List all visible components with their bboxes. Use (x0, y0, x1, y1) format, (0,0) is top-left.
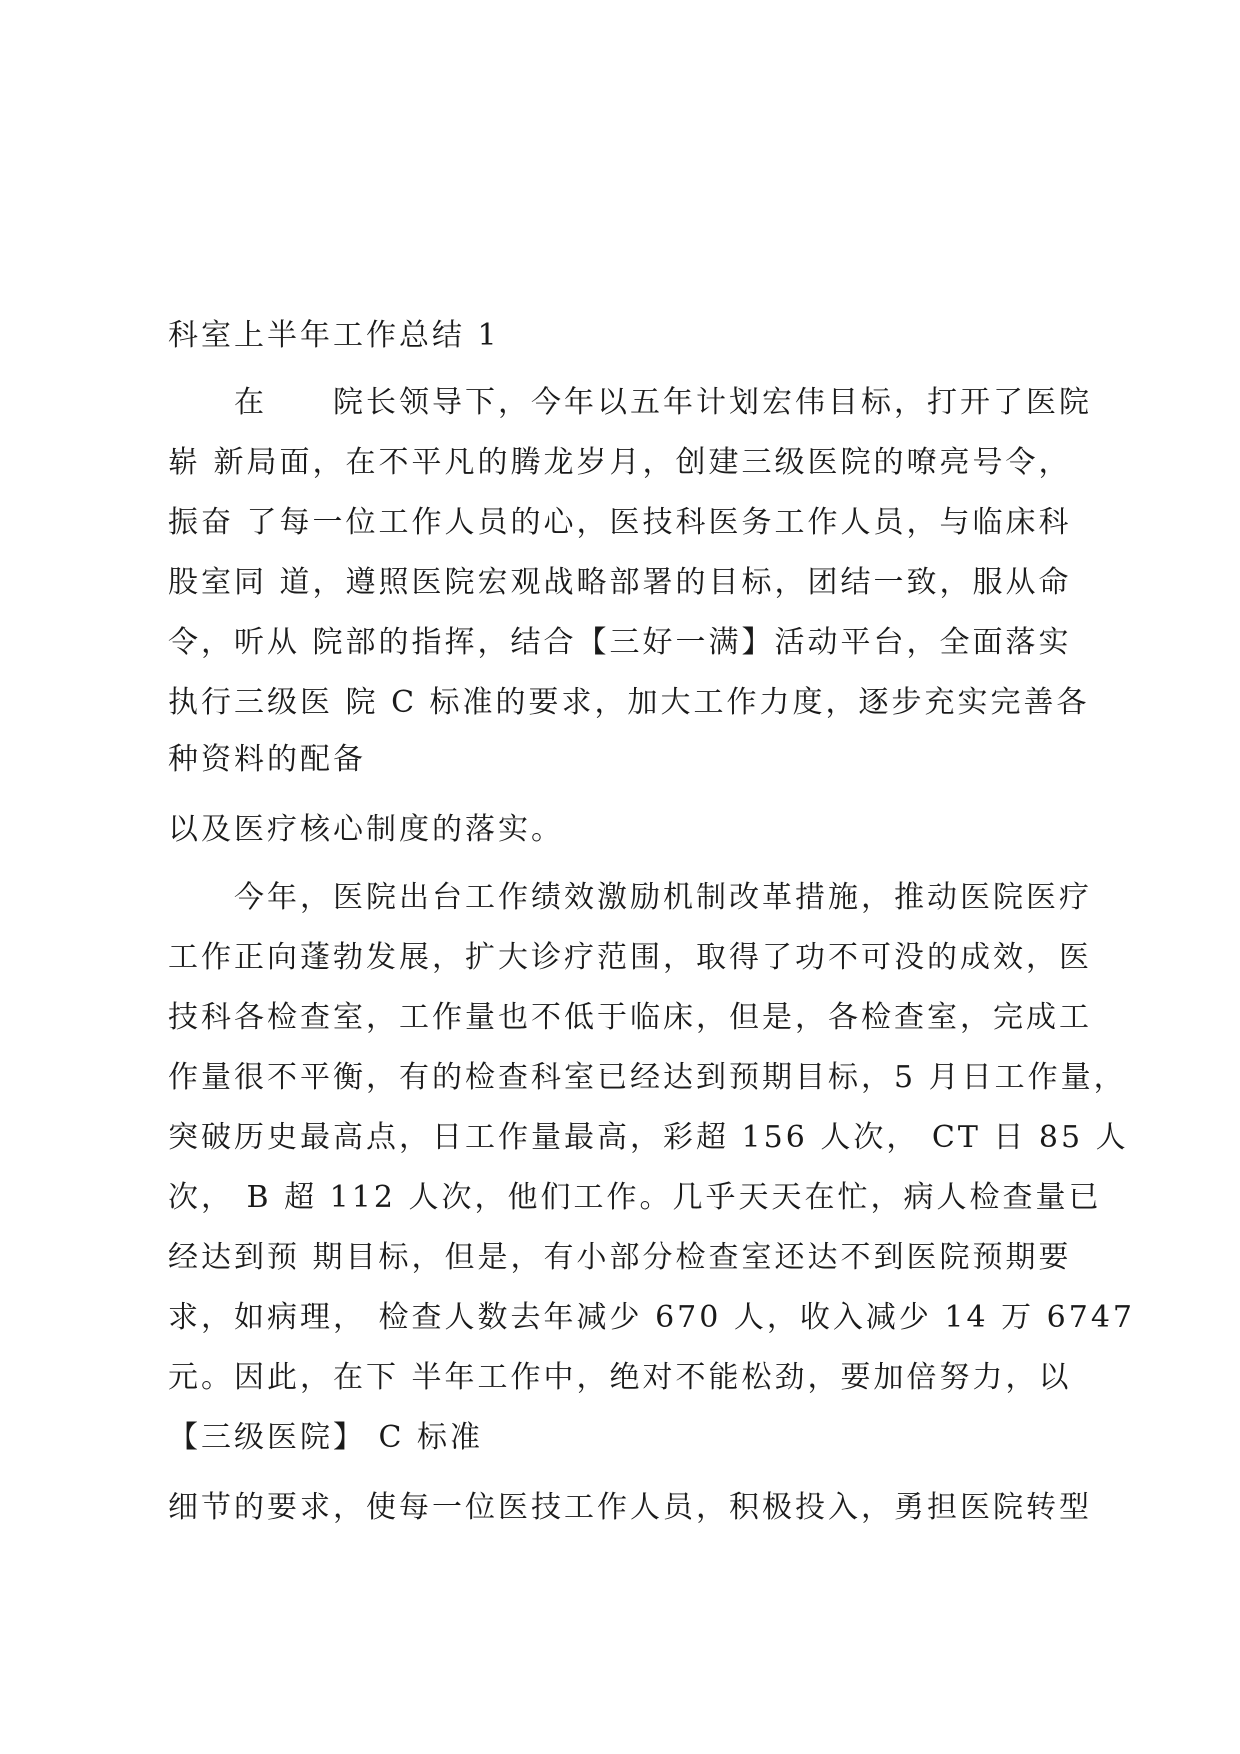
paragraph-line: 工作正向蓬勃发展，扩大诊疗范围，取得了功不可没的成效，医 (168, 940, 1092, 975)
paragraph-line: 执行三级医 院 C 标准的要求，加大工作力度，逐步充实完善各 (168, 685, 1090, 720)
paragraph-line: 在 院长领导下，今年以五年计划宏伟目标，打开了医院 (168, 385, 1092, 420)
paragraph-line: 突破历史最高点，日工作量最高，彩超 156 人次， CT 日 85 人 (168, 1120, 1129, 1155)
paragraph-line: 以及医疗核心制度的落实。 (168, 812, 564, 847)
paragraph-line: 次， B 超 112 人次，他们工作。几乎天天在忙，病人检查量已 (168, 1180, 1102, 1215)
paragraph-line: 崭 新局面，在不平凡的腾龙岁月，创建三级医院的嘹亮号令， (168, 445, 1072, 480)
paragraph-line: 振奋 了每一位工作人员的心，医技科医务工作人员，与临床科 (168, 505, 1072, 540)
paragraph-line: 【三级医院】 C 标准 (168, 1420, 484, 1455)
paragraph-line: 今年，医院出台工作绩效激励机制改革措施，推动医院医疗 (168, 880, 1092, 915)
paragraph-line: 股室同 道，遵照医院宏观战略部署的目标，团结一致，服从命 (168, 565, 1072, 600)
paragraph-line: 种资料的配备 (168, 742, 366, 777)
paragraph-line: 元。因此，在下 半年工作中，绝对不能松劲，要加倍努力，以 (168, 1360, 1072, 1395)
document-title: 科室上半年工作总结 1 (168, 318, 500, 353)
paragraph-line: 技科各检查室，工作量也不低于临床，但是，各检查室，完成工 (168, 1000, 1092, 1035)
paragraph-line: 令，听从 院部的指挥，结合【三好一满】活动平台，全面落实 (168, 625, 1072, 660)
paragraph-line: 细节的要求，使每一位医技工作人员，积极投入，勇担医院转型 (168, 1490, 1092, 1525)
paragraph-line: 作量很不平衡，有的检查科室已经达到预期目标，5 月日工作量， (168, 1060, 1127, 1095)
paragraph-line: 经达到预 期目标，但是，有小部分检查室还达不到医院预期要 (168, 1240, 1072, 1275)
paragraph-line: 求，如病理， 检查人数去年减少 670 人，收入减少 14 万 6747 (168, 1300, 1135, 1335)
